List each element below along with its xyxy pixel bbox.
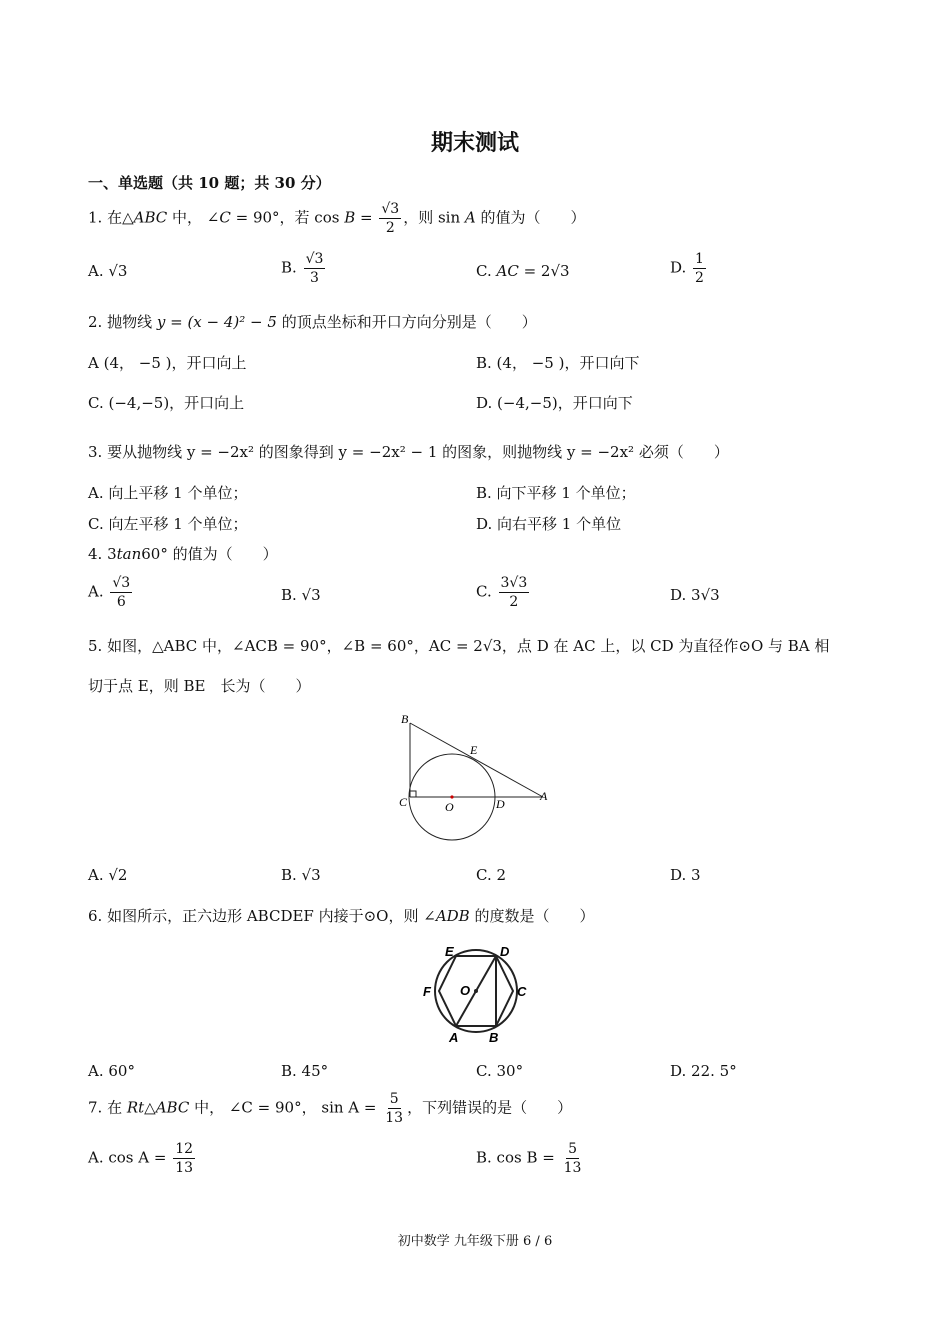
q1-fraction [379,200,401,237]
q5-option-c: C. 2 [476,866,507,884]
q3-option-a: A. 向上平移 1 个单位； [88,484,248,502]
question-4-stem [88,543,278,565]
q1-text-end: 的值为（ ） [475,208,586,227]
q7-fraction [383,1090,405,1127]
q7-frac-den: 13 [385,1110,404,1126]
q4-option-b: B. √3 [281,586,321,604]
q4-option-a [88,574,134,611]
q6-option-b: B. 45° [281,1062,329,1080]
q1-text-pre: 1. 在△ [88,208,134,227]
q5-option-b: B. √3 [281,866,321,884]
q1-option-b [281,250,327,287]
q2-option-c: C. (−4,−5)，开口向上 [88,394,245,412]
q1-optc-val: = 2√3 [518,262,570,280]
q5-label-o: O [445,800,454,814]
q7-option-a [88,1140,197,1177]
q1-angle-a: A [464,208,476,227]
q1-angle-c: C [219,208,231,227]
q4-optc-den: 2 [509,594,519,610]
q3-option-b: B. 向下平移 1 个单位； [476,484,636,502]
q1-eq: = [355,208,373,227]
q1-triangle-name: ABC [133,208,168,227]
q5-option-d: D. 3 [670,866,701,884]
q7-opta-den: 13 [175,1160,194,1176]
q7-optb-fraction [562,1140,584,1177]
q5-label-c: C [399,795,408,809]
q1-optd-den: 2 [695,270,704,286]
q5-label-d: D [496,797,505,811]
q3-option-c: C. 向左平移 1 个单位； [88,515,248,533]
question-6-stem [88,905,595,927]
q1-option-d [670,250,708,287]
q4-optc-label: C. [476,582,492,601]
q5-option-a: A. √2 [88,866,128,884]
q1-optb-fraction [304,250,326,287]
q2-option-a: A (4， −5 )，开口向上 [88,354,247,372]
q4-opta-label: A. [88,582,104,601]
q2-text-end: 的顶点坐标和开口方向分别是（ ） [276,313,537,331]
q5-label-e: E [470,743,478,757]
q6-text-pre: 6. 如图所示，正六边形 ABCDEF 内接于⊙O，则 ∠ [88,907,436,925]
q1-text-mid2: = 90°，若 cos [230,208,345,227]
q5-center-point [450,795,453,798]
q3-option-d: D. 向右平移 1 个单位 [476,515,622,533]
q6-option-d: D. 22. 5° [670,1062,737,1080]
q7-text-end: ，下列错误的是（ ） [407,1098,573,1117]
q6-figure [415,938,535,1048]
q6-label-o: O [460,983,471,998]
q1-frac-num: √3 [381,201,400,217]
question-3-stem: 3. 要从抛物线 y = −2x² 的图象得到 y = −2x² − 1 的图象，则抛物线 y = −2x² 必须（ ） [88,443,729,461]
q6-angle: ADB [435,907,470,925]
q5-label-a: A [540,789,548,803]
q1-optc-ac: AC [496,262,519,280]
q4-opta-num: √3 [112,575,131,591]
q7-frac-num: 5 [389,1091,399,1107]
q6-label-f: F [423,984,431,999]
q1-option-a: A. √3 [88,262,128,280]
q6-option-c: C. 30° [476,1062,524,1080]
q1-optb-num: √3 [305,251,324,267]
question-7-stem [88,1090,572,1127]
q7-triangle: Rt△ABC [126,1098,190,1117]
q4-optc-fraction [499,574,530,611]
q1-frac-den: 2 [385,220,395,236]
q2-expression: y = (x − 4)² − 5 [156,313,277,331]
q1-optc-label: C. [476,262,497,280]
q4-tan: tan [116,545,142,563]
q4-option-d: D. 3√3 [670,586,720,604]
q6-center-point [474,989,478,993]
q6-label-b: B [489,1030,499,1045]
q7-opta-label: A. cos A = [88,1148,167,1167]
question-1-stem [88,200,586,237]
q7-option-b [476,1140,585,1177]
q1-optd-fraction [693,250,706,287]
q6-label-a: A [449,1030,459,1045]
q1-angle-b: B [344,208,356,227]
q1-optb-den: 3 [310,270,319,286]
q2-text-pre: 2. 抛物线 [88,313,157,331]
q6-label-c: C [517,984,527,999]
q4-optc-num: 3√3 [500,575,528,591]
page-title: 期末测试 [430,130,519,156]
q4-opta-fraction [110,574,132,611]
q7-optb-num: 5 [568,1141,577,1157]
q1-text-post: ，则 sin [403,208,465,227]
q7-opta-fraction [173,1140,195,1177]
q6-label-e: E [445,944,454,959]
q1-optd-num: 1 [695,251,704,267]
q7-optb-label: B. cos B = [476,1148,555,1167]
q1-option-c [476,262,570,280]
q1-optb-label: B. [281,258,297,277]
section-heading: 一、单选题（共 10 题；共 30 分） [88,174,331,192]
q5-figure [395,705,560,845]
q1-text-mid: 中， ∠ [167,208,220,227]
q6-option-a: A. 60° [88,1062,135,1080]
q7-optb-den: 13 [563,1160,582,1176]
q4-text-pre: 4. 3 [88,545,117,563]
q5-label-b: B [401,712,409,726]
q6-text-end: 的度数是（ ） [469,907,595,925]
page-footer: 初中数学 九年级下册 6 / 6 [397,1234,553,1249]
q4-opta-den: 6 [116,594,126,610]
q5-right-angle-mark [410,791,416,797]
q2-option-b: B. (4， −5 )，开口向下 [476,354,640,372]
q4-option-c [476,574,531,611]
q7-text-mid: 中， ∠C = 90°， sin A = [189,1098,377,1117]
q2-option-d: D. (−4,−5)，开口向下 [476,394,633,412]
q7-opta-num: 12 [175,1141,194,1157]
q4-text-end: 60° 的值为（ ） [141,545,278,563]
question-5-stem-line2: 切于点 E，则 BE 长为（ ） [88,677,311,695]
q1-optd-label: D. [670,258,687,277]
question-5-stem-line1: 5. 如图，△ABC 中，∠ACB = 90°，∠B = 60°，AC = 2√3，点 D 在 AC 上，以 CD 为直径作⊙O 与 BA 相 [88,637,830,655]
q6-label-d: D [500,944,510,959]
question-2-stem [88,311,537,333]
q7-text-pre: 7. 在 [88,1098,127,1117]
